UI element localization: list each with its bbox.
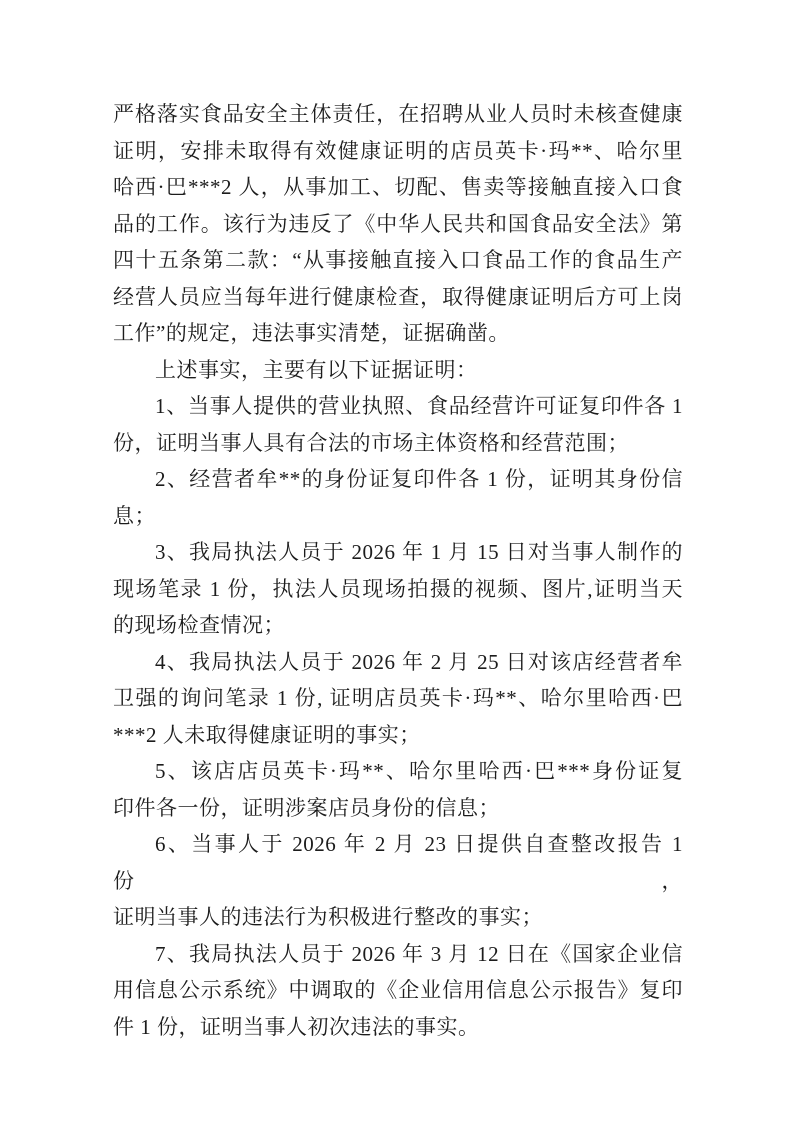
paragraph [113,936,683,1046]
text-line: 印件各一份，证明涉案店员身份的信息； [113,795,500,820]
text-line: 哈西·巴***2 人，从事加工、切配、售卖等接触直接入口食 [113,175,683,199]
paragraph [113,644,683,754]
text-line: 卫强的询问笔录 1 份, 证明店员英卡·玛**、哈尔里哈西·巴 [113,686,683,710]
text-line: 严格落实食品安全主体责任，在招聘从业人员时未核查健康 [113,102,683,126]
text-line: 四十五条第二款：“从事接触直接入口食品工作的食品生产 [113,248,683,272]
text-line: 息； [113,503,156,528]
text-line: 4、我局执法人员于 2026 年 2 月 25 日对该店经营者牟 [155,649,683,674]
text-line: 品的工作。该行为违反了《中华人民共和国食品安全法》第 [113,211,683,236]
text-line: 3、我局执法人员于 2026 年 1 月 15 日对当事人制作的 [155,540,683,564]
text-line: 份，证明当事人具有合法的市场主体资格和经营范围； [113,430,629,455]
text-line: ***2 人未取得健康证明的事实； [113,722,421,747]
text-line: 1、当事人提供的营业执照、食品经营许可证复印件各 1 [155,394,683,418]
text-line: 经营人员应当每年进行健康检查，取得健康证明后方可上岗 [113,284,683,309]
text-line: 7、我局执法人员于 2026 年 3 月 12 日在《国家企业信 [155,941,683,966]
text-line: 工作”的规定，违法事实清楚，证据确凿。 [113,321,510,345]
paragraph [113,388,683,461]
text-line: 证明，安排未取得有效健康证明的店员英卡·玛**、哈尔里 [113,138,683,163]
text-line: 现场笔录 1 份，执法人员现场拍摄的视频、图片,证明当天 [113,576,683,601]
text-line: 的现场检查情况； [113,613,285,637]
paragraph [113,352,683,389]
text-line: 上述事实，主要有以下证据证明： [155,357,478,382]
text-line: 5、该店店员英卡·玛**、哈尔里哈西·巴***身份证复 [155,759,683,783]
paragraph [113,96,683,352]
paragraph [113,534,683,644]
text-line: 件 1 份，证明当事人初次违法的事实。 [113,1014,480,1039]
text-line: 2、经营者牟**的身份证复印件各 1 份，证明其身份信 [155,467,683,491]
paragraph [113,826,683,936]
paragraph [113,461,683,534]
paragraph [113,753,683,826]
text-line: 6、当事人于 2026 年 2 月 23 日提供自查整改报告 1 份， [113,832,683,893]
text-line: 证明当事人的违法行为积极进行整改的事实； [113,905,543,929]
text-line: 用信息公示系统》中调取的《企业信用信息公示报告》复印 [113,978,683,1002]
